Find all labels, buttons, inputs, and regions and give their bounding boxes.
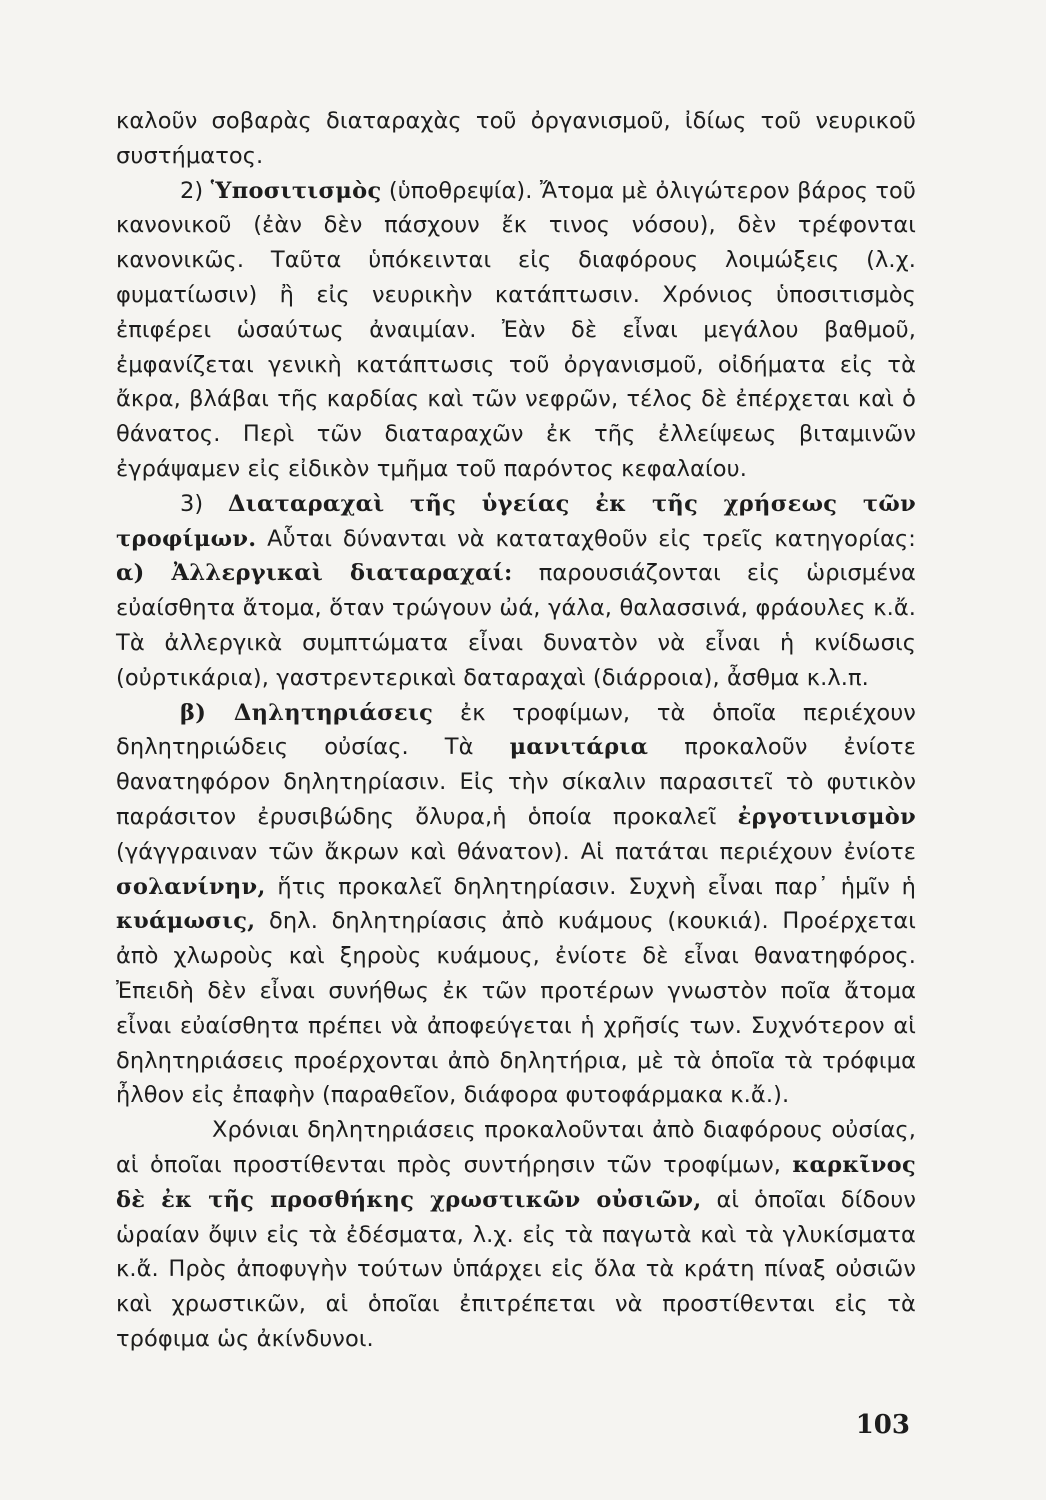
paragraph-5-text-1: Χρόνιαι δηλητηριάσεις προκαλοῦνται ἀπὸ διαφόρους οὐσίας, αἱ ὁποῖαι προστίθενται πρὸς συντήρησιν τῶν τροφίμων,	[116, 1117, 916, 1178]
paragraph-5-text-2: αἱ ὁποῖαι δίδουν ὡραίαν ὄψιν εἰς τὰ ἐδέσματα, λ.χ. εἰς τὰ παγωτὰ καὶ τὰ γλυκίσματα κ.ἄ. Πρὸς ἀποφυγὴν τούτων ὑπάρχει εἰς ὅλα τὰ κράτη πίναξ οὐσιῶν καὶ χρωστικῶν, αἱ ὁποῖαι ἐπιτρέπεται νὰ προστίθενται εἰς τὰ τρόφιμα ὡς ἀκίνδυνοι.	[116, 1186, 916, 1352]
paragraph-5	[116, 1113, 916, 1357]
paragraph-3-text-1: Αὗται δύνανται νὰ καταταχθοῦν εἰς τρεῖς κατηγορίας:	[267, 525, 916, 552]
paragraph-3-text-2: παρουσιάζονται εἰς ὡρισμένα εὐαίσθητα ἄτομα, ὅταν τρώγουν ὠά, γάλα, θαλασσινά, φράουλες κ.ἄ. Τὰ ἀλλεργικὰ συμπτώματα εἶναι δυνατὸν νὰ εἶναι ἡ κνίδωσις (οὐρτικάρια), γαστρεντερικαὶ δαταραχαὶ (διάρροια), ἆσθμα κ.λ.π.	[116, 560, 916, 691]
paragraph-4-term-1: μανιτάρια	[509, 734, 649, 761]
paragraph-4-term-4: κυάμωσις,	[116, 908, 256, 935]
page-number: 103	[855, 1410, 910, 1440]
paragraph-2-text: (ὑποθρεψία). Ἄτομα μὲ ὀλιγώτερον βάρος τοῦ κανονικοῦ (ἐὰν δὲν πάσχουν ἔκ τινος νόσου), δὲν τρέφονται κανονικῶς. Ταῦτα ὑπόκεινται εἰς διαφόρους λοιμώξεις (λ.χ. φυματίωσιν) ἢ εἰς νευρικὴν κατάπτωσιν. Χρόνιος ὑποσιτισμὸς ἐπιφέρει ὡσαύτως ἀναιμίαν. Ἐὰν δὲ εἶναι μεγάλου βαθμοῦ, ἐμφανίζεται γενικὴ κατάπτωσις τοῦ ὀργανισμοῦ, οἰδήματα εἰς τὰ ἄκρα, βλάβαι τῆς καρδίας καὶ τῶν νεφρῶν, τέλος δὲ ἐπέρχεται καὶ ὁ θάνατος. Περὶ τῶν διαταραχῶν ἐκ τῆς ἐλλείψεως βιταμινῶν ἐγράψαμεν εἰς εἰδικὸν τμῆμα τοῦ παρόντος κεφαλαίου.	[116, 177, 916, 482]
paragraph-4-text-2: προκαλοῦν ἐνίοτε θανατηφόρον δηλητηρίασιν. Εἰς τὴν σίκαλιν παρασιτεῖ τὸ φυτικὸν παράσιτον ἐρυσιβώδης ὄλυρα,ἡ ὁποία προκαλεῖ	[116, 734, 916, 830]
paragraph-3-heading: Διαταραχαὶ τῆς ὑγείας ἐκ τῆς χρήσεως τῶν τροφίμων.	[116, 490, 916, 552]
paragraph-4-heading: β) Δηλητηριάσεις	[180, 699, 434, 726]
paragraph-3-subheading: α) Ἀλλεργικαὶ διαταραχαί:	[116, 560, 513, 587]
paragraph-4-text-3: (γάγγραιναν τῶν ἄκρων καὶ θάνατον). Αἱ πατάται περιέχουν ἐνίοτε	[116, 838, 916, 865]
paragraph-4	[116, 696, 916, 1114]
paragraph-4-term-3: σολανίνην,	[116, 873, 266, 900]
paragraph-2-number: 2)	[180, 177, 204, 204]
paragraph-2	[116, 174, 916, 487]
paragraph-4-text-4: ἥτις προκαλεῖ δηλητηρίασιν. Συχνὴ εἶναι παρ᾿ ἡμῖν ἡ	[277, 873, 916, 900]
paragraph-4-text-5: δηλ. δηλητηρίασις ἀπὸ κυάμους (κουκιά). Προέρχεται ἀπὸ χλωροὺς καὶ ξηροὺς κυάμους, ἐνίοτε δὲ εἶναι θανατηφόρος. Ἐπειδὴ δὲν εἶναι συνήθως ἐκ τῶν προτέρων γνωστὸν ποῖα ἄτομα εἶναι εὐαίσθητα πρέπει νὰ ἀποφεύγεται ἡ χρῆσίς των. Συχνότερον αἱ δηλητηριάσεις προέρχονται ἀπὸ δηλητήρια, μὲ τὰ ὁποῖα τὰ τρόφιμα ἦλθον εἰς ἐπαφὴν (παραθεῖον, διάφορα φυτοφάρμακα κ.ἄ.).	[116, 908, 916, 1109]
paragraph-4-text-1: ἐκ τροφίμων, τὰ ὁποῖα περιέχουν δηλητηριώδεις οὐσίας. Τὰ	[116, 699, 916, 761]
paragraph-1-text: καλοῦν σοβαρὰς διαταραχὰς τοῦ ὀργανισμοῦ, ἰδίως τοῦ νευρικοῦ συστήματος.	[116, 108, 916, 169]
paragraph-2-heading: Ὑποσιτισμὸς	[210, 177, 382, 204]
paragraph-3-number: 3)	[180, 490, 204, 517]
paragraph-4-term-2: ἐργοτινισμὸν	[737, 803, 916, 830]
paragraph-5-term-1: καρκῖνος δὲ ἐκ τῆς προσθήκης χρωστικῶν οὐσιῶν,	[116, 1151, 916, 1213]
body-text	[116, 104, 916, 1357]
paragraph-1	[116, 104, 916, 174]
paragraph-3	[116, 487, 916, 696]
